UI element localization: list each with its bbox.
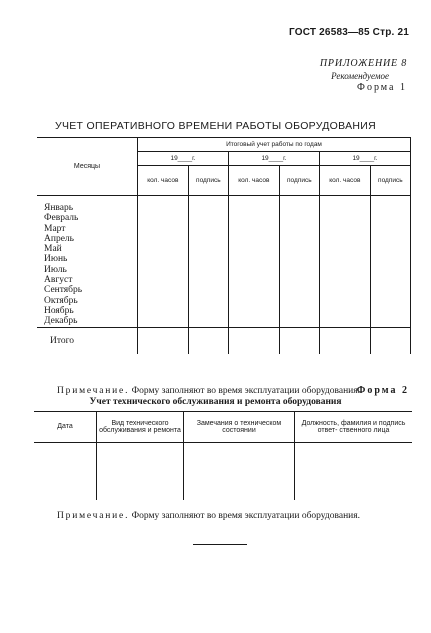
header-remarks: Замечания о техническом состоянии (184, 412, 295, 443)
months-list (37, 196, 138, 328)
header-service-type: Вид технического обслуживания и ремонта (97, 412, 184, 443)
note-label: Примечание. (57, 511, 130, 521)
form2-label: Форма 2 (356, 385, 409, 396)
header-hours-3: кол. часов (319, 166, 370, 196)
form1-note (57, 386, 360, 396)
header-responsible: Должность, фамилия и подпись ответ- ственного лица (295, 412, 413, 443)
cell-hours-3[interactable] (319, 196, 370, 328)
header-hours-2: кол. часов (228, 166, 279, 196)
note-text: Форму заполняют во время эксплуатации оборудования. (129, 386, 361, 396)
month-item: Март (44, 223, 66, 234)
month-item: Июнь (44, 254, 68, 265)
header-hours-1: кол. часов (138, 166, 189, 196)
total-hours-2[interactable] (228, 327, 279, 354)
page-header: ГОСТ 26583—85 Стр. 21 (289, 27, 409, 38)
appendix-title: ПРИЛОЖЕНИЕ 8 (319, 58, 407, 69)
cell-hours-2[interactable] (228, 196, 279, 328)
form2-title: Учет технического обслуживания и ремонта оборудования (89, 397, 342, 407)
header-sign-2: подпись (279, 166, 319, 196)
form1-table (37, 137, 411, 354)
month-item: Октябрь (44, 295, 78, 306)
cell-sign-1[interactable] (188, 196, 228, 328)
cell-responsible[interactable] (295, 443, 413, 501)
cell-service-type[interactable] (97, 443, 184, 501)
total-sign-3[interactable] (370, 327, 410, 354)
total-hours-1[interactable] (138, 327, 189, 354)
form1-title: УЧЕТ ОПЕРАТИВНОГО ВРЕМЕНИ РАБОТЫ ОБОРУДОВАНИЯ (54, 120, 376, 132)
cell-sign-3[interactable] (370, 196, 410, 328)
month-item: Декабрь (44, 316, 78, 327)
total-hours-3[interactable] (319, 327, 370, 354)
appendix-status: Рекомендуемое (331, 71, 389, 81)
month-item: Февраль (44, 213, 79, 224)
header-date: Дата (34, 412, 97, 443)
header-sign-3: подпись (370, 166, 410, 196)
total-sign-1[interactable] (188, 327, 228, 354)
month-item: Ноябрь (44, 305, 74, 316)
month-item: Январь (44, 203, 74, 213)
month-item: Июль (44, 264, 67, 275)
header-months: Месяцы (37, 138, 138, 196)
month-item: Апрель (44, 233, 74, 244)
cell-date[interactable] (34, 443, 97, 501)
form1-label: Форма 1 (357, 82, 407, 93)
total-label: Итого (37, 327, 138, 354)
end-rule (193, 544, 247, 545)
header-sign-1: подпись (188, 166, 228, 196)
header-year-1: 19____г. (138, 152, 229, 166)
form2-table (34, 411, 412, 500)
header-total-by-years: Итоговый учет работы по годам (138, 138, 411, 152)
form2-note (57, 511, 360, 521)
header-year-2: 19____г. (228, 152, 319, 166)
note-text: Форму заполняют во время эксплуатации оборудования. (129, 511, 361, 521)
month-item: Август (44, 275, 73, 286)
note-label: Примечание. (57, 386, 130, 396)
month-item: Сентябрь (44, 285, 83, 296)
cell-hours-1[interactable] (138, 196, 189, 328)
month-item: Май (44, 244, 62, 255)
header-year-3: 19____г. (319, 152, 410, 166)
total-sign-2[interactable] (279, 327, 319, 354)
cell-sign-2[interactable] (279, 196, 319, 328)
cell-remarks[interactable] (184, 443, 295, 501)
